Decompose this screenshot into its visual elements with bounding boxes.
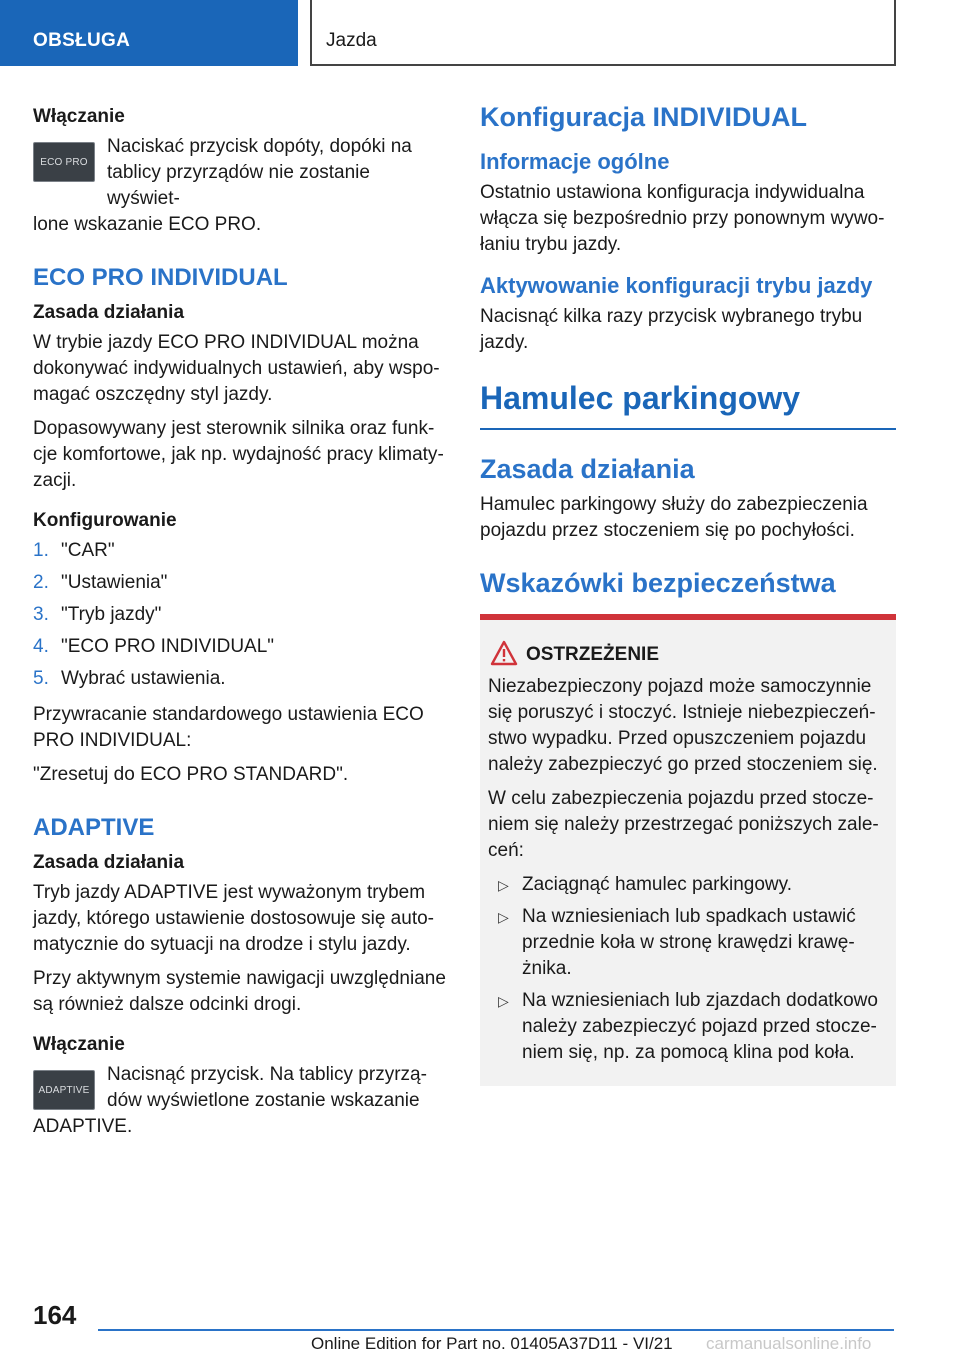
adaptive-on-text-line1: Nacisnąć przycisk. Na tablicy przyrzą-	[107, 1064, 427, 1085]
watermark: carmanualsonline.info	[706, 1334, 872, 1353]
page-header	[0, 0, 960, 66]
reset-text: Przywracanie standardowego ustawienia ECO PRO INDIVIDUAL:	[33, 704, 424, 751]
general-heading: Informacje ogólne	[480, 149, 670, 174]
safety-heading: Wskazówki bezpieczeństwa	[480, 568, 836, 598]
eco-on-heading: Włączanie	[33, 106, 125, 127]
section-title: OBSŁUGA	[33, 30, 131, 51]
warning-bullets	[488, 872, 888, 1066]
eco-pro-button-image: ECO PRO	[33, 142, 95, 182]
list-item: ▷ Zaciągnąć hamulec parkingowy.	[488, 872, 888, 898]
bullet-triangle-icon: ▷	[498, 877, 509, 893]
warning-title: OSTRZEŻENIE	[488, 642, 888, 668]
warning-text-2: W celu zabezpieczenia pojazdu przed stoczeniem się należy przestrzegać poniższych zaleceń:	[488, 788, 879, 861]
list-item: 5. Wybrać ustawienia.	[33, 668, 226, 689]
left-column	[33, 100, 448, 1148]
adaptive-principle-heading: Zasada działania	[33, 852, 185, 873]
adaptive-text-2: Przy aktywnym systemie nawigacji uwzględniane są również dalsze odcinki drogi.	[33, 968, 446, 1015]
footer-divider	[98, 1329, 894, 1331]
adaptive-on-block	[33, 1062, 448, 1114]
list-item: 3. "Tryb jazdy"	[33, 604, 162, 625]
list-item: 1. "CAR"	[33, 540, 115, 561]
eco-on-text-line2: tablicy przyrządów nie zostanie wyświet-	[107, 162, 370, 209]
general-text: Ostatnio ustawiona konfiguracja indywidualna włącza się bezpośrednio przy ponownym wywołaniu trybu jazdy.	[480, 182, 885, 255]
activate-text: Nacisnąć kilka razy przycisk wybranego trybu jazdy.	[480, 306, 863, 353]
list-item: 2. "Ustawienia"	[33, 572, 168, 593]
reset-value: "Zresetuj do ECO PRO STANDARD".	[33, 764, 349, 785]
right-column	[480, 100, 896, 1086]
chapter-title: Jazda	[326, 30, 377, 51]
edition-text: Online Edition for Part no. 01405A37D11 - VI/21	[311, 1334, 673, 1353]
parking-brake-heading: Hamulec parkingowy	[480, 378, 896, 430]
individual-heading: ECO PRO INDIVIDUAL	[33, 264, 288, 291]
eco-on-text-line3: lone wskazanie ECO PRO.	[33, 214, 262, 235]
warning-box	[480, 614, 896, 1086]
chapter-box	[310, 0, 896, 66]
list-item: ▷ Na wzniesieniach lub zjazdach dodatkowo należy zabezpieczyć pojazd przed stoczeniem się, np. za pomocą klina pod koła.	[498, 990, 878, 1063]
list-item: ▷ Na wzniesieniach lub spadkach ustawić przednie koła w stronę krawędzi krawężnika.	[498, 906, 856, 979]
eco-on-block	[33, 134, 448, 212]
principle-text-2: Dopasowywany jest sterownik silnika oraz funkcje komfortowe, jak np. wydajność pracy klimatyzacji.	[33, 418, 444, 491]
activate-heading: Aktywowanie konfiguracji trybu jazdy	[480, 273, 873, 298]
adaptive-text-1: Tryb jazdy ADAPTIVE jest wyważonym trybem jazdy, którego ustawienie dostosowuje się automatycznie do sytuacji na drodze i stylu jazdy.	[33, 882, 434, 955]
warning-text-1: Niezabezpieczony pojazd może samoczynnie się poruszyć i stoczyć. Istnieje niebezpieczeństwo wypadku. Przed opuszczeniem pojazdu należy zabezpieczyć go przed stoczeniem się.	[488, 676, 878, 775]
adaptive-button-image: ADAPTIVE	[33, 1070, 95, 1110]
list-item: 4. "ECO PRO INDIVIDUAL"	[33, 636, 275, 657]
parking-principle-text: Hamulec parkingowy służy do zabezpieczenia pojazdu przez stoczeniem się po pochyłości.	[480, 494, 868, 541]
eco-on-text-line1: Naciskać przycisk dopóty, dopóki na	[107, 136, 412, 157]
principle-text-1: W trybie jazdy ECO PRO INDIVIDUAL można dokonywać indywidualnych ustawień, aby wspomagać oszczędny styl jazdy.	[33, 332, 440, 405]
config-steps	[33, 538, 448, 698]
config-heading: Konfigurowanie	[33, 510, 177, 531]
adaptive-on-text-line3: ADAPTIVE.	[33, 1116, 133, 1137]
adaptive-on-text-line2: dów wyświetlone zostanie wskazanie	[107, 1090, 420, 1111]
page-number: 164	[33, 1300, 77, 1330]
bullet-triangle-icon: ▷	[498, 993, 509, 1009]
warning-triangle-icon	[490, 640, 518, 666]
config-individual-heading: Konfiguracja INDIVIDUAL	[480, 102, 808, 132]
parking-principle-heading: Zasada działania	[480, 454, 695, 484]
bullet-triangle-icon: ▷	[498, 909, 509, 925]
adaptive-on-heading: Włączanie	[33, 1034, 125, 1055]
section-tab	[0, 0, 298, 66]
adaptive-heading: ADAPTIVE	[33, 814, 155, 841]
principle-heading: Zasada działania	[33, 302, 185, 323]
